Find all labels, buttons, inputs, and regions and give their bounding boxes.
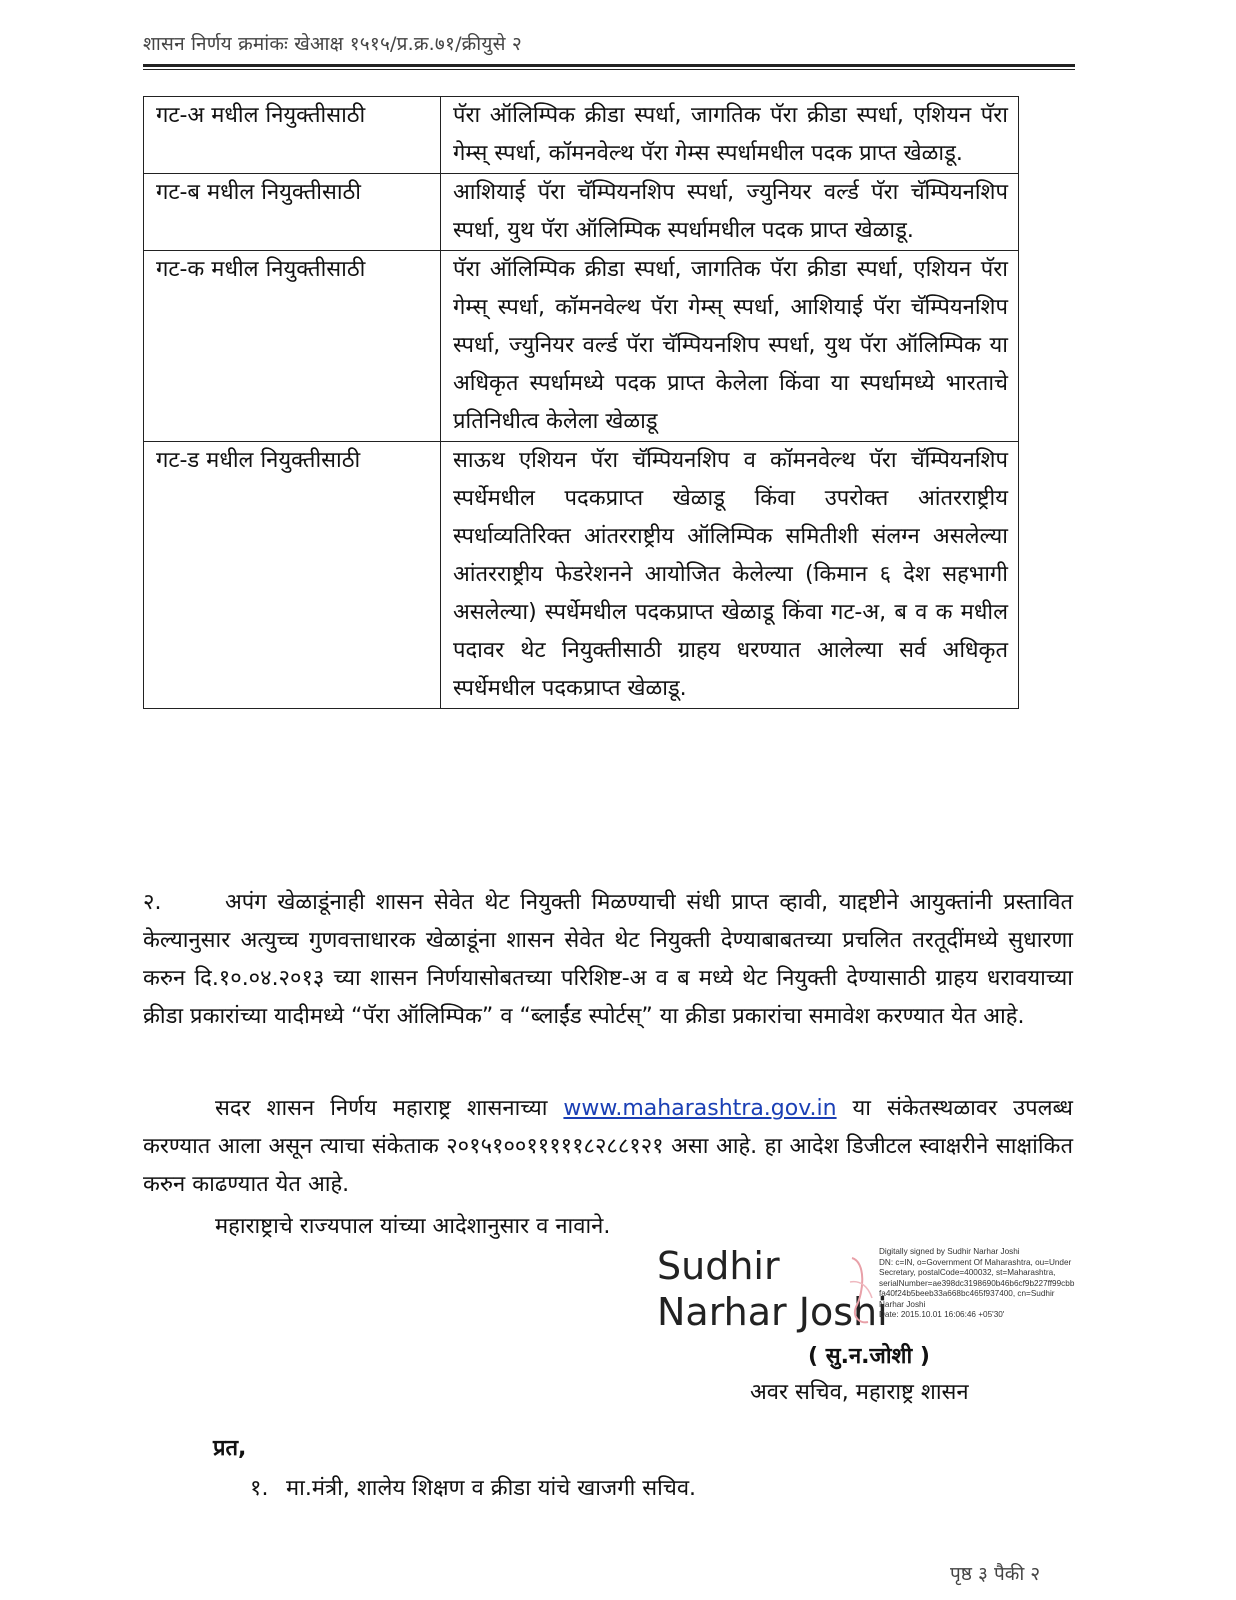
group-cell: गट-ड मधील नियुक्तीसाठी: [144, 442, 441, 709]
signature-details: [879, 1247, 1109, 1321]
group-cell: गट-क मधील नियुक्तीसाठी: [144, 251, 441, 442]
page-number: पृष्ठ ३ पैकी २: [950, 1563, 1041, 1585]
header-divider: [143, 64, 1075, 67]
group-cell: गट-अ मधील नियुक्तीसाठी: [144, 97, 441, 174]
criteria-cell: साऊथ एशियन पॅरा चॅम्पियनशिप व कॉमनवेल्थ पॅरा चॅम्पियनशिप स्पर्धेमधील पदकप्राप्त खेळाडू किंवा उपरोक्त आंतरराष्ट्रीय स्पर्धाव्यतिरिक्त आंतरराष्ट्रीय ऑलिम्पिक समितीशी संलग्न असलेल्या आंतरराष्ट्रीय फेडरेशनने आयोजित केलेल्या (किमान ६ देश सहभागी असलेल्या) स्पर्धेमधील पदकप्राप्त खेळाडू किंवा गट-अ, ब व क मधील पदावर थेट नियुक्तीसाठी ग्राहय धरण्यात आलेल्या सर्व अधिकृत स्पर्धेमधील पदकप्राप्त खेळाडू.: [441, 442, 1019, 709]
table-row: [144, 97, 1019, 174]
group-cell: गट-ब मधील नियुक्तीसाठी: [144, 174, 441, 251]
criteria-cell: पॅरा ऑलिम्पिक क्रीडा स्पर्धा, जागतिक पॅरा क्रीडा स्पर्धा, एशियन पॅरा गेम्स् स्पर्धा, कॉमनवेल्थ पॅरा गेम्स् स्पर्धा, आशियाई पॅरा चॅम्पियनशिप स्पर्धा, ज्युनियर वर्ल्ड पॅरा चॅम्पियनशिप स्पर्धा, युथ पॅरा ऑलिम्पिक या अधिकृत स्पर्धामध्ये पदक प्राप्त केलेला किंवा या स्पर्धामध्ये भारताचे प्रतिनिधीत्व केलेला खेळाडू: [441, 251, 1019, 442]
table-row: [144, 251, 1019, 442]
signature-detail-line: DN: c=IN, o=Government Of Maharashtra, ou=Under: [879, 1257, 1072, 1267]
signature-name-line: Narhar Joshi: [657, 1290, 888, 1334]
copy-item-text: मा.मंत्री, शालेय शिक्षण व क्रीडा यांचे खाजगी सचिव.: [286, 1476, 697, 1501]
signature-detail-line: Digitally signed by Sudhir Narhar Joshi: [879, 1247, 1020, 1256]
paragraph-2: [143, 884, 1073, 1036]
signature-detail-line: serialNumber=ae398dc3198690b46b6cf9b227ff99cbb: [879, 1278, 1075, 1288]
header-divider-thin: [143, 69, 1075, 70]
paragraph-3-before-link: सदर शासन निर्णय महाराष्ट्र शासनाच्या: [215, 1096, 564, 1121]
copy-item-number: १.: [250, 1476, 269, 1501]
copy-heading: प्रत,: [213, 1436, 247, 1461]
paragraph-4: महाराष्ट्राचे राज्यपाल यांच्या आदेशानुसार व नावाने.: [215, 1214, 611, 1239]
officer-title: अवर सचिव, महाराष्ट्र शासन: [750, 1380, 969, 1405]
signature-validity-icon: [846, 1252, 876, 1332]
paragraph-number: २.: [143, 890, 162, 915]
signature-detail-line: Narhar Joshi: [879, 1299, 926, 1309]
signature-detail-line: Secretary, postalCode=400032, st=Maharashtra,: [879, 1268, 1056, 1277]
signature-name-line: Sudhir: [657, 1244, 780, 1288]
signature-detail-line: fa40f24b5beeb33a668bc465f937400, cn=Sudhir: [879, 1289, 1055, 1298]
paragraph-2-text: अपंग खेळाडूंनाही शासन सेवेत थेट नियुक्ती मिळण्याची संधी प्राप्त व्हावी, याद्दष्टीने आयुक्तांनी प्रस्तावित केल्यानुसार अत्युच्च गुणवत्ताधारक खेळाडूंना शासन सेवेत थेट नियुक्ती देण्याबाबतच्या प्रचलित तरतूदींमध्ये सुधारणा करुन दि.१०.०४.२०१३ च्या शासन निर्णयासोबतच्या परिशिष्ट-अ व ब मध्ये थेट नियुक्ती देण्यासाठी ग्राहय धरावयाच्या क्रीडा प्रकारांच्या यादीमध्ये “पॅरा ऑलिम्पिक” व “ब्लाईंड स्पोर्टस्” या क्रीडा प्रकारांचा समावेश करण्यात येत आहे.: [143, 890, 1073, 1029]
criteria-cell: पॅरा ऑलिम्पिक क्रीडा स्पर्धा, जागतिक पॅरा क्रीडा स्पर्धा, एशियन पॅरा गेम्स् स्पर्धा, कॉमनवेल्थ पॅरा गेम्स स्पर्धामधील पदक प्राप्त खेळाडू.: [441, 97, 1019, 174]
officer-initials: ( सु.न.जोशी ): [808, 1344, 930, 1369]
table-row: [144, 174, 1019, 251]
signature-detail-line: Date: 2015.10.01 16:06:46 +05'30': [879, 1310, 1005, 1319]
paragraph-3-after-link: या संकेतस्थळावर उपलब्ध करण्यात आला असून त्याचा संकेताक २०१५१००१११११८२८८१२१ असा आहे. हा आदेश डिजीटल स्वाक्षरीने साक्षांकित करुन काढण्यात येत आहे.: [143, 1096, 1073, 1197]
website-link[interactable]: www.maharashtra.gov.in: [563, 1096, 837, 1121]
eligibility-table: [143, 96, 1019, 709]
paragraph-3: [143, 1090, 1073, 1204]
criteria-cell: आशियाई पॅरा चॅम्पियनशिप स्पर्धा, ज्युनियर वर्ल्ड पॅरा चॅम्पियनशिप स्पर्धा, युथ पॅरा ऑलिम्पिक स्पर्धामधील पदक प्राप्त खेळाडू.: [441, 174, 1019, 251]
copy-list-item: [250, 1472, 696, 1502]
table-row: [144, 442, 1019, 709]
page-header-reference: शासन निर्णय क्रमांकः खेआक्ष १५१५/प्र.क्र.७१/क्रीयुसे २: [143, 33, 522, 55]
